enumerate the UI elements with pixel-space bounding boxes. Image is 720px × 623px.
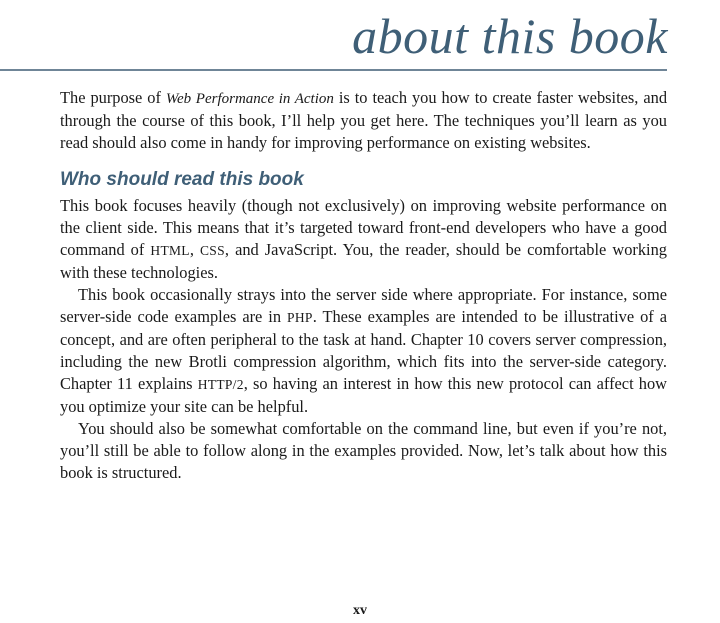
section-paragraph-1 — [60, 195, 667, 284]
page-number: xv — [353, 603, 367, 618]
paragraph-2-text-a: This book occasionally strays into the server side where appropriate. For instance, some server-side code examples are in — [60, 285, 667, 326]
paragraph-2-text-c: , so having an interest in how this new protocol can affect how you optimize your site can be helpful. — [60, 374, 667, 416]
page-body — [60, 87, 667, 484]
intro-paragraph — [60, 87, 667, 154]
acronym-http2: HTTP/2 — [197, 377, 244, 392]
acronym-css: CSS — [200, 243, 225, 258]
book-title: Web Performance in Action — [165, 91, 334, 107]
acronym-html: HTML — [150, 243, 190, 258]
paragraph-2-text-b: . These examples are intended to be illustrative of a concept, and are often peripheral to the task at hand. Chapter 10 covers server compression, including the new Brotli compression algorithm, which fits into the server-side category. Chapter 11 explains — [60, 307, 667, 393]
title-rule — [0, 69, 667, 71]
acronym-php: PHP — [287, 310, 313, 325]
paragraph-1-text-c: , and JavaScript. You, the reader, should be comfortable working with these technologies. — [60, 240, 667, 282]
chapter-title: about this book — [352, 8, 668, 64]
section-heading: Who should read this book — [60, 169, 304, 190]
section-paragraph-2 — [60, 284, 667, 418]
section-paragraph-3: You should also be somewhat comfortable on the command line, but even if you’re not, you’ll still be able to follow along in the examples provided. Now, let’s talk about how this book is structured. — [60, 419, 667, 482]
paragraph-1-text-b: , — [189, 240, 200, 259]
intro-text-end: is to teach you how to create faster websites, and through the course of this book, I’ll help you get here. The techniques you’ll learn as you read should also come in handy for improving performance on existing websites. — [60, 88, 668, 152]
intro-text-start: The purpose of — [60, 88, 166, 107]
paragraph-1-text-a: This book focuses heavily (though not exclusively) on improving website performance on the client side. This means that it’s targeted toward front-end developers who have a good command of — [60, 196, 667, 259]
